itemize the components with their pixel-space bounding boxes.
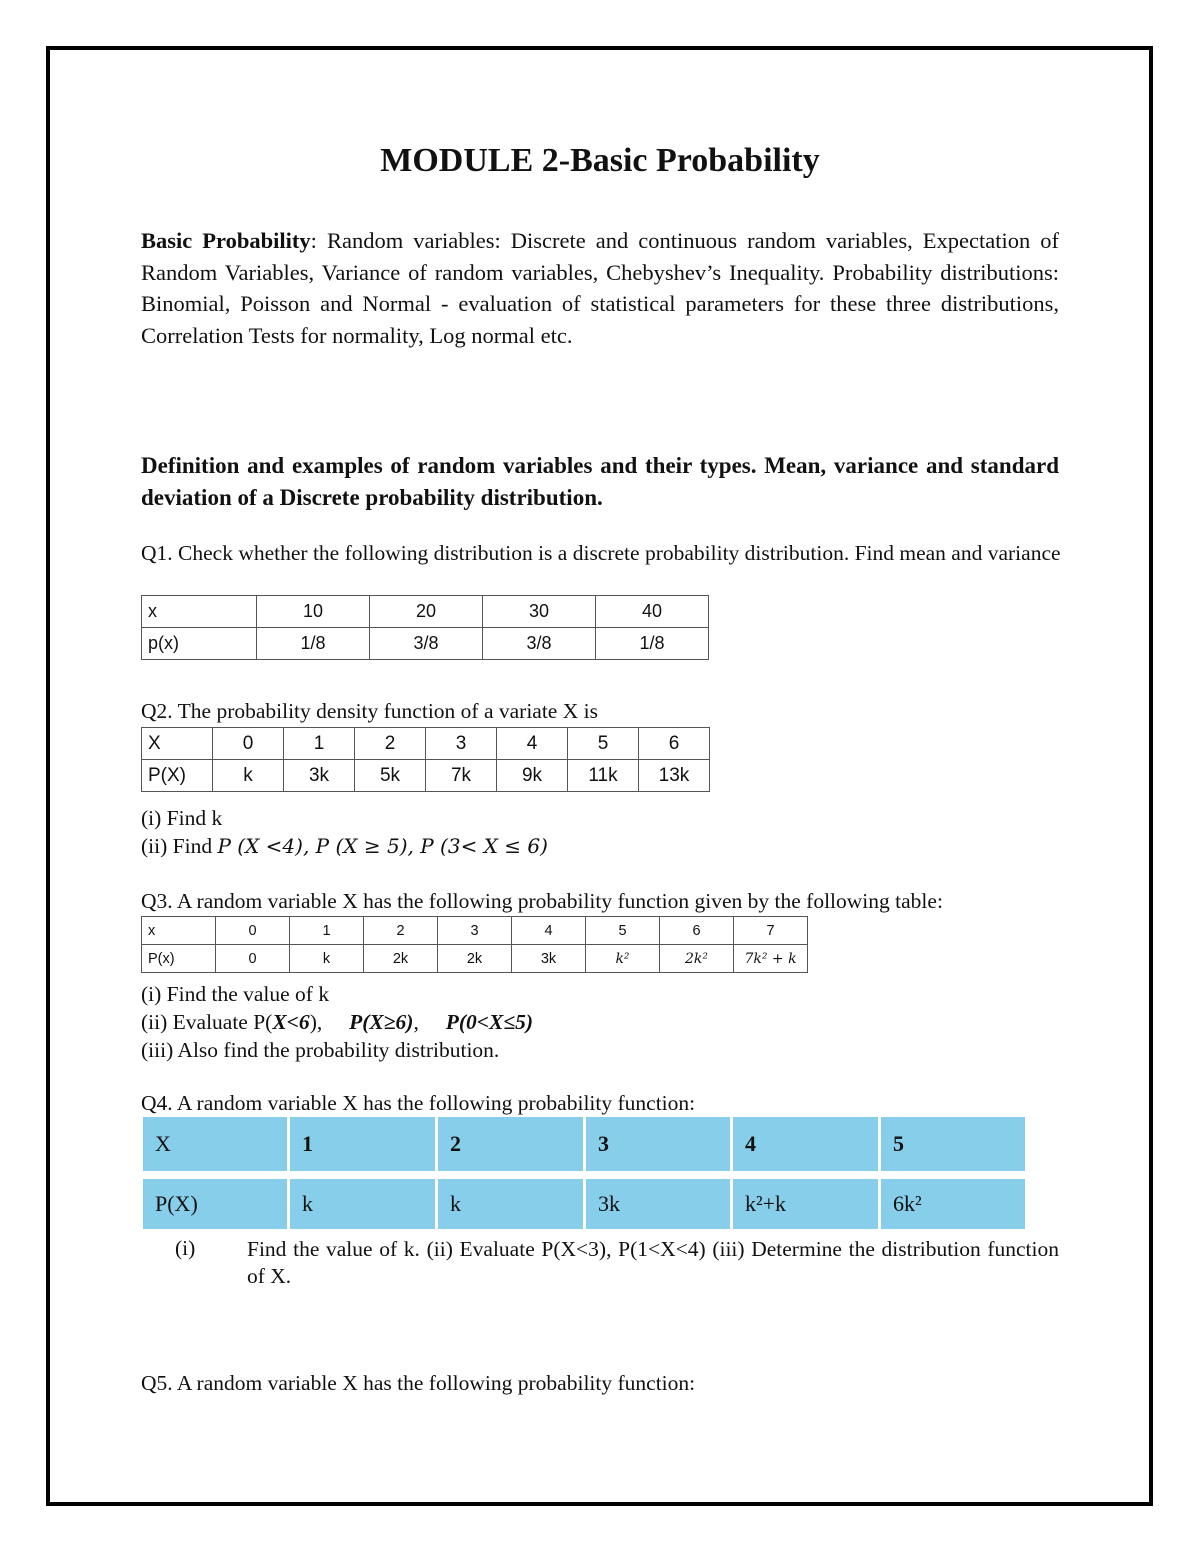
table-cell: 5 (568, 728, 639, 760)
section-heading: Definition and examples of random variables and their types. Mean, variance and standard deviation of a Discrete probability distribution. (141, 453, 1059, 510)
table-cell: k (290, 945, 364, 973)
q4-text: Q4. A random variable X has the following probability function: (141, 1091, 696, 1115)
table-cell: 1/8 (257, 628, 370, 660)
table-cell: 3/8 (483, 628, 596, 660)
table-cell: 7k² + k (734, 945, 808, 973)
q1-table (141, 595, 709, 660)
table-cell: 1 (290, 1117, 435, 1171)
table-cell: 1 (290, 917, 364, 945)
table-cell: 3 (426, 728, 497, 760)
table-cell: k (290, 1179, 435, 1229)
table-cell: 7k (426, 760, 497, 792)
table-cell: k² (586, 945, 660, 973)
q3-part2: (ii) Evaluate P(X<6), P(X≥6), P(0<X≤5) (141, 1010, 534, 1034)
table-cell: P(x) (142, 945, 216, 973)
q3-table (141, 916, 808, 973)
q3-part1: (i) Find the value of k (141, 982, 330, 1006)
q2-table-row-x (142, 728, 710, 760)
q2-table (141, 727, 710, 792)
q5-text: Q5. A random variable X has the following probability function: (141, 1371, 696, 1395)
table-cell: 2k (438, 945, 512, 973)
table-cell: 4 (497, 728, 568, 760)
q2-part2 (141, 833, 548, 860)
q1-table-row-px (142, 628, 709, 660)
table-cell: 5 (881, 1117, 1025, 1171)
table-cell: 0 (216, 917, 290, 945)
q2-text: Q2. The probability density function of a variate X is (141, 699, 598, 723)
q2-part2-label: (ii) Find (141, 834, 213, 858)
syllabus-label: Basic Probability (141, 228, 311, 253)
table-cell: k (438, 1179, 583, 1229)
q2-table-row-px (142, 760, 710, 792)
table-cell: 6 (639, 728, 710, 760)
table-cell: p(x) (142, 628, 257, 660)
table-cell: 0 (213, 728, 284, 760)
table-cell: 9k (497, 760, 568, 792)
table-cell: k (213, 760, 284, 792)
q2-part2-math: P (X <4), P (X ≥ 5), P (3< X ≤ 6) (217, 834, 548, 858)
table-cell: 2 (364, 917, 438, 945)
table-cell: 3 (586, 1117, 730, 1171)
table-cell: 6 (660, 917, 734, 945)
q3-part3: (iii) Also find the probability distribution. (141, 1038, 500, 1062)
table-cell: 5 (586, 917, 660, 945)
table-cell: 4 (733, 1117, 878, 1171)
table-cell: 5k (355, 760, 426, 792)
syllabus-paragraph (141, 225, 1059, 351)
table-cell: 11k (568, 760, 639, 792)
table-cell: P(X) (142, 760, 213, 792)
table-cell: 4 (512, 917, 586, 945)
table-cell: 2 (355, 728, 426, 760)
q3-table-row-px (142, 945, 808, 973)
q3-part2-a: X<6 (272, 1010, 310, 1034)
table-cell: 0 (216, 945, 290, 973)
table-cell: 3 (438, 917, 512, 945)
table-cell: 40 (596, 596, 709, 628)
table-cell: 3k (512, 945, 586, 973)
q1-text: Q1. Check whether the following distribution is a discrete probability distribution. Find mean and variance (141, 541, 1061, 565)
syllabus-text: : Random variables: Discrete and continuous random variables, Expectation of Random Variables, Variance of random variables, Chebyshev’s Inequality. Probability distributions: Binomial, Poisson and Normal - evaluation of statistical parameters for these three distributions, Correlation Tests for normality, Log normal etc. (141, 228, 1059, 348)
page-title: MODULE 2-Basic Probability (380, 142, 820, 179)
table-cell: x (142, 917, 216, 945)
q3-part2-label: (ii) Evaluate P( (141, 1010, 273, 1034)
table-cell: 13k (639, 760, 710, 792)
table-cell: X (142, 728, 213, 760)
table-cell: 30 (483, 596, 596, 628)
q4-list-marker: (i) (175, 1236, 196, 1260)
table-cell: 3k (284, 760, 355, 792)
table-cell: 3k (586, 1179, 730, 1229)
table-cell: 1 (284, 728, 355, 760)
table-cell: 3/8 (370, 628, 483, 660)
table-cell: 2k (364, 945, 438, 973)
q3-table-row-x (142, 917, 808, 945)
q4-part-text: Find the value of k. (ii) Evaluate P(X<3), P(1<X<4) (iii) Determine the distribution function of X. (247, 1237, 1059, 1288)
q3-part2-b: P(X≥6) (349, 1010, 414, 1034)
table-cell: 10 (257, 596, 370, 628)
q2-part1: (i) Find k (141, 806, 223, 830)
table-cell: 6k² (881, 1179, 1025, 1229)
table-cell: x (142, 596, 257, 628)
table-cell: P(X) (143, 1179, 287, 1229)
q3-text: Q3. A random variable X has the following probability function given by the following table: (141, 889, 943, 913)
table-cell: 2 (438, 1117, 583, 1171)
table-cell: 1/8 (596, 628, 709, 660)
q3-part2-c: P(0<X≤5) (445, 1010, 534, 1034)
table-cell: k²+k (733, 1179, 878, 1229)
table-cell: 7 (734, 917, 808, 945)
table-cell: 2k² (660, 945, 734, 973)
table-cell: X (143, 1117, 287, 1171)
table-cell: 20 (370, 596, 483, 628)
q1-table-row-x (142, 596, 709, 628)
